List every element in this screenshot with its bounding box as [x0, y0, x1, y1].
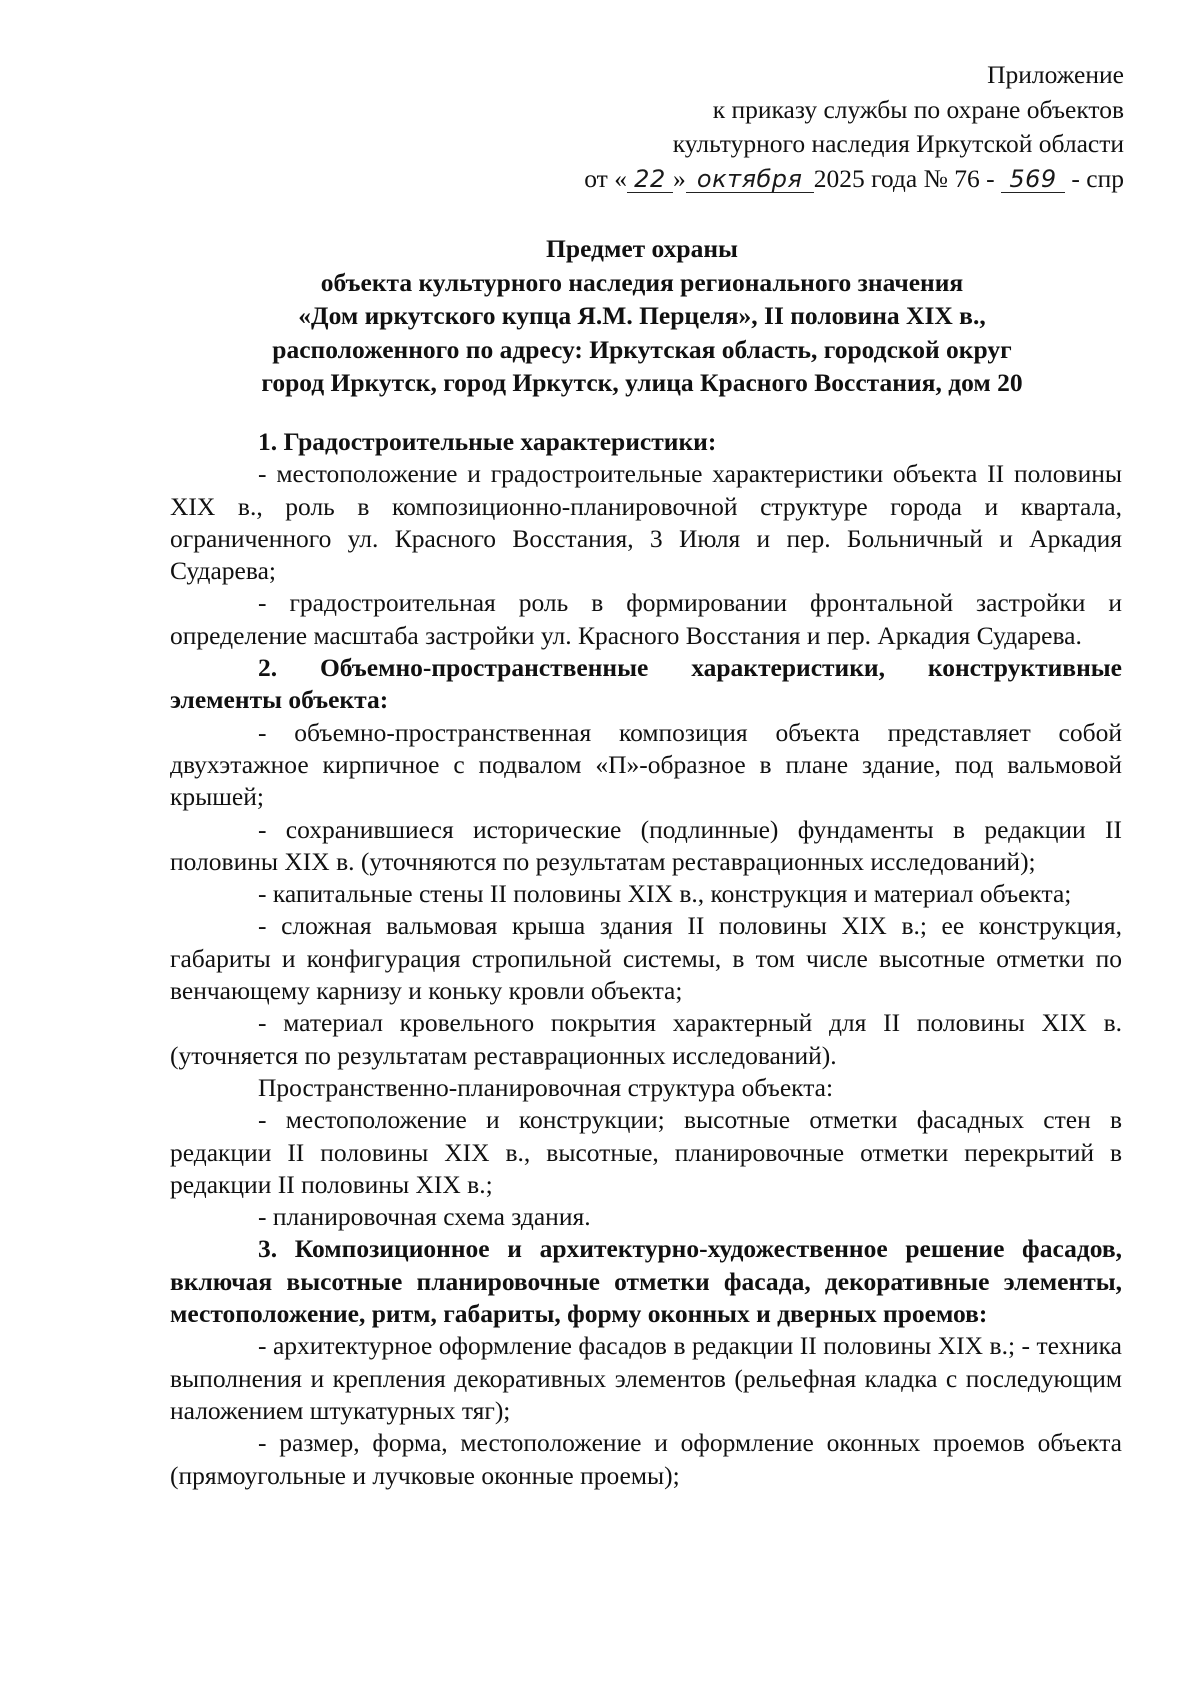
section-2-item-2: - сохранившиеся исторические (подлинные) фундаменты в редакции II половины XIX в. (уточняются по результатам реставрационных исследований); — [170, 814, 1122, 876]
title-line-3: «Дом иркутского купца Я.М. Перцеля», II половина XIX в., — [298, 301, 986, 330]
section-1-item-1: - местоположение и градостроительные характеристики объекта II половины XIX в., роль в композиционно-планировочной структуре города и квартала, ограниченного ул. Красного Восстания, 3 Июля и пер. Больничный и Аркадия Сударева; — [170, 459, 1122, 586]
section-2-item-4: - сложная вальмовая крыша здания II половины XIX в.; ее конструкция, габариты и конфигурация стропильной системы, в том числе высотные отметки по венчающему карнизу и коньку кровли объекта; — [170, 911, 1122, 1006]
handwritten-month: октября — [686, 166, 814, 193]
section-3-item-2: - размер, форма, местоположение и оформление оконных проемов объекта (прямоугольные и лучковые оконные проемы); — [170, 1428, 1122, 1490]
section-2-item-1: - объемно-пространственная композиция объекта представляет собой двухэтажное кирпичное с подвалом «П»-образное в плане здание, под вальмовой крышей; — [170, 717, 1122, 812]
appendix-header — [584, 58, 1124, 196]
title-line-2: объекта культурного наследия регионального значения — [320, 267, 964, 297]
header-line-date — [584, 162, 1124, 197]
section-3-item-1: - архитектурное оформление фасадов в редакции II половины XIX в.; - техника выполнения и крепления декоративных элементов (рельефная кладка с последующим наложением штукатурных тяг); — [170, 1331, 1122, 1425]
section-2-item-7: - планировочная схема здания. — [258, 1202, 591, 1232]
header-line-agency: культурного наследия Иркутской области — [672, 129, 1124, 158]
section-3-heading: 3. Композиционное и архитектурно-художественное решение фасадов, включая высотные планировочные отметки фасада, декоративные элементы, местоположение, ритм, габариты, форму оконных и дверных проемов: — [170, 1234, 1122, 1329]
document-body — [170, 426, 1122, 1492]
document-title — [160, 232, 1124, 400]
title-line-5: город Иркутск, город Иркутск, улица Красного Восстания, дом 20 — [261, 368, 1023, 397]
order-suffix: - спр — [1071, 163, 1124, 193]
section-1-heading: 1. Градостроительные характеристики: — [258, 427, 717, 456]
date-prefix: от « — [584, 163, 627, 193]
section-2-subheading: Пространственно-планировочная структура объекта: — [258, 1072, 834, 1102]
section-2-heading: 2. Объемно-пространственные характеристики, конструктивные элементы объекта: — [170, 653, 1122, 715]
handwritten-day: 22 — [627, 166, 673, 193]
title-line-1: Предмет охраны — [546, 234, 738, 263]
section-2-item-5: - материал кровельного покрытия характерный для II половины XIX в. (уточняется по результатам реставрационных исследований). — [170, 1008, 1122, 1070]
handwritten-order-number: 569 — [1001, 166, 1065, 193]
date-quote-close: » — [672, 163, 686, 193]
section-1-item-2: - градостроительная роль в формировании фронтальной застройки и определение масштаба застройки ул. Красного Восстания и пер. Аркадия Сударева. — [170, 588, 1122, 650]
date-year-text: 2025 года № 76 - — [813, 163, 995, 193]
section-2-item-3: - капитальные стены II половины XIX в., конструкция и материал объекта; — [258, 879, 1072, 909]
title-line-4: расположенного по адресу: Иркутская область, городской округ — [272, 334, 1012, 364]
section-2-item-6: - местоположение и конструкции; высотные отметки фасадных стен в редакции II половины XIX в., высотные, планировочные отметки перекрытий в редакции II половины XIX в.; — [170, 1105, 1122, 1199]
header-line-appendix: Приложение — [987, 60, 1124, 89]
header-line-order: к приказу службы по охране объектов — [712, 94, 1124, 124]
